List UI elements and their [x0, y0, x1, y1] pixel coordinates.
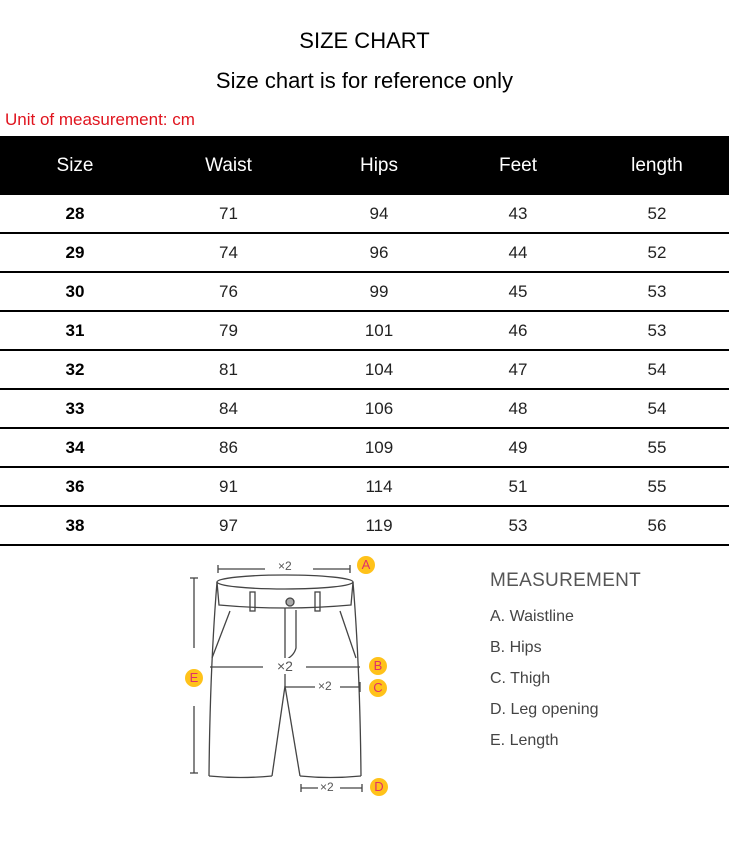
table-row	[0, 195, 729, 234]
cell-waist: 71	[219, 203, 238, 223]
cell-feet: 43	[508, 203, 528, 223]
cell-size: 34	[65, 437, 85, 457]
cell-size: 31	[65, 320, 85, 340]
size-table	[0, 136, 729, 546]
column-header-waist: Waist	[205, 154, 252, 176]
cell-feet: 47	[508, 359, 528, 379]
table-row	[0, 429, 729, 468]
cell-feet: 44	[508, 242, 528, 262]
table-row	[0, 312, 729, 351]
cell-length: 55	[647, 437, 667, 457]
shorts-diagram	[180, 548, 410, 808]
cell-waist: 84	[219, 398, 238, 418]
column-header-size: Size	[56, 154, 94, 176]
cell-size: 29	[65, 242, 85, 262]
cell-hips: 99	[369, 281, 389, 301]
cell-waist: 91	[219, 476, 238, 496]
cell-hips: 106	[364, 398, 394, 418]
legend-title: MEASUREMENT	[490, 570, 642, 591]
cell-size: 28	[65, 203, 85, 223]
badge-e: E	[185, 669, 203, 687]
cell-size: 36	[65, 476, 85, 496]
cell-length: 53	[647, 281, 667, 301]
cell-waist: 79	[219, 320, 238, 340]
table-row	[0, 273, 729, 312]
cell-length: 52	[647, 203, 667, 223]
page-subtitle: Size chart is for reference only	[215, 68, 514, 93]
cell-hips: 114	[365, 476, 393, 496]
thigh-multiplier-label: ×2	[318, 679, 332, 693]
badge-b: B	[369, 657, 387, 675]
badge-a: A	[357, 556, 375, 574]
legend-item-waistline: A. Waistline	[490, 608, 574, 625]
cell-feet: 51	[508, 476, 528, 496]
legend-item-leg-opening: D. Leg opening	[490, 701, 599, 718]
column-header-length: length	[631, 154, 683, 176]
cell-size: 32	[65, 359, 85, 379]
cell-length: 56	[647, 515, 667, 535]
cell-hips: 104	[364, 359, 394, 379]
table-row	[0, 507, 729, 546]
cell-waist: 74	[219, 242, 238, 262]
table-row	[0, 234, 729, 273]
cell-size: 30	[65, 281, 85, 301]
cell-feet: 46	[508, 320, 528, 340]
table-row	[0, 351, 729, 390]
legend-item-hips: B. Hips	[490, 639, 542, 656]
cell-length: 54	[647, 398, 667, 418]
badge-d: D	[370, 778, 388, 796]
cell-hips: 96	[369, 242, 389, 262]
cell-length: 54	[647, 359, 667, 379]
page-title: SIZE CHART	[299, 28, 430, 53]
cell-feet: 45	[508, 281, 528, 301]
legend-item-length: E. Length	[490, 732, 559, 749]
leg-opening-multiplier-label: ×2	[320, 780, 334, 794]
cell-waist: 76	[219, 281, 238, 301]
cell-hips: 94	[369, 203, 389, 223]
cell-size: 38	[65, 515, 85, 535]
column-header-hips: Hips	[359, 154, 398, 176]
cell-hips: 101	[364, 320, 394, 340]
legend-item-thigh: C. Thigh	[490, 670, 551, 687]
cell-feet: 49	[508, 437, 528, 457]
cell-waist: 81	[219, 359, 238, 379]
cell-size: 33	[65, 398, 85, 418]
table-row	[0, 468, 729, 507]
cell-hips: 119	[365, 515, 393, 535]
waist-multiplier-label: ×2	[278, 559, 292, 573]
badge-c: C	[369, 679, 387, 697]
cell-length: 55	[647, 476, 667, 496]
column-header-feet: Feet	[498, 154, 538, 176]
hips-multiplier-label: ×2	[277, 658, 293, 674]
cell-waist: 86	[219, 437, 238, 457]
cell-waist: 97	[219, 515, 238, 535]
shorts-outline-icon	[180, 548, 410, 808]
measurement-legend	[490, 570, 641, 763]
cell-hips: 109	[364, 437, 394, 457]
table-row	[0, 390, 729, 429]
cell-feet: 53	[508, 515, 528, 535]
unit-note: Unit of measurement: cm	[5, 110, 195, 129]
cell-feet: 48	[508, 398, 528, 418]
cell-length: 52	[647, 242, 667, 262]
cell-length: 53	[647, 320, 667, 340]
table-header	[0, 136, 729, 195]
